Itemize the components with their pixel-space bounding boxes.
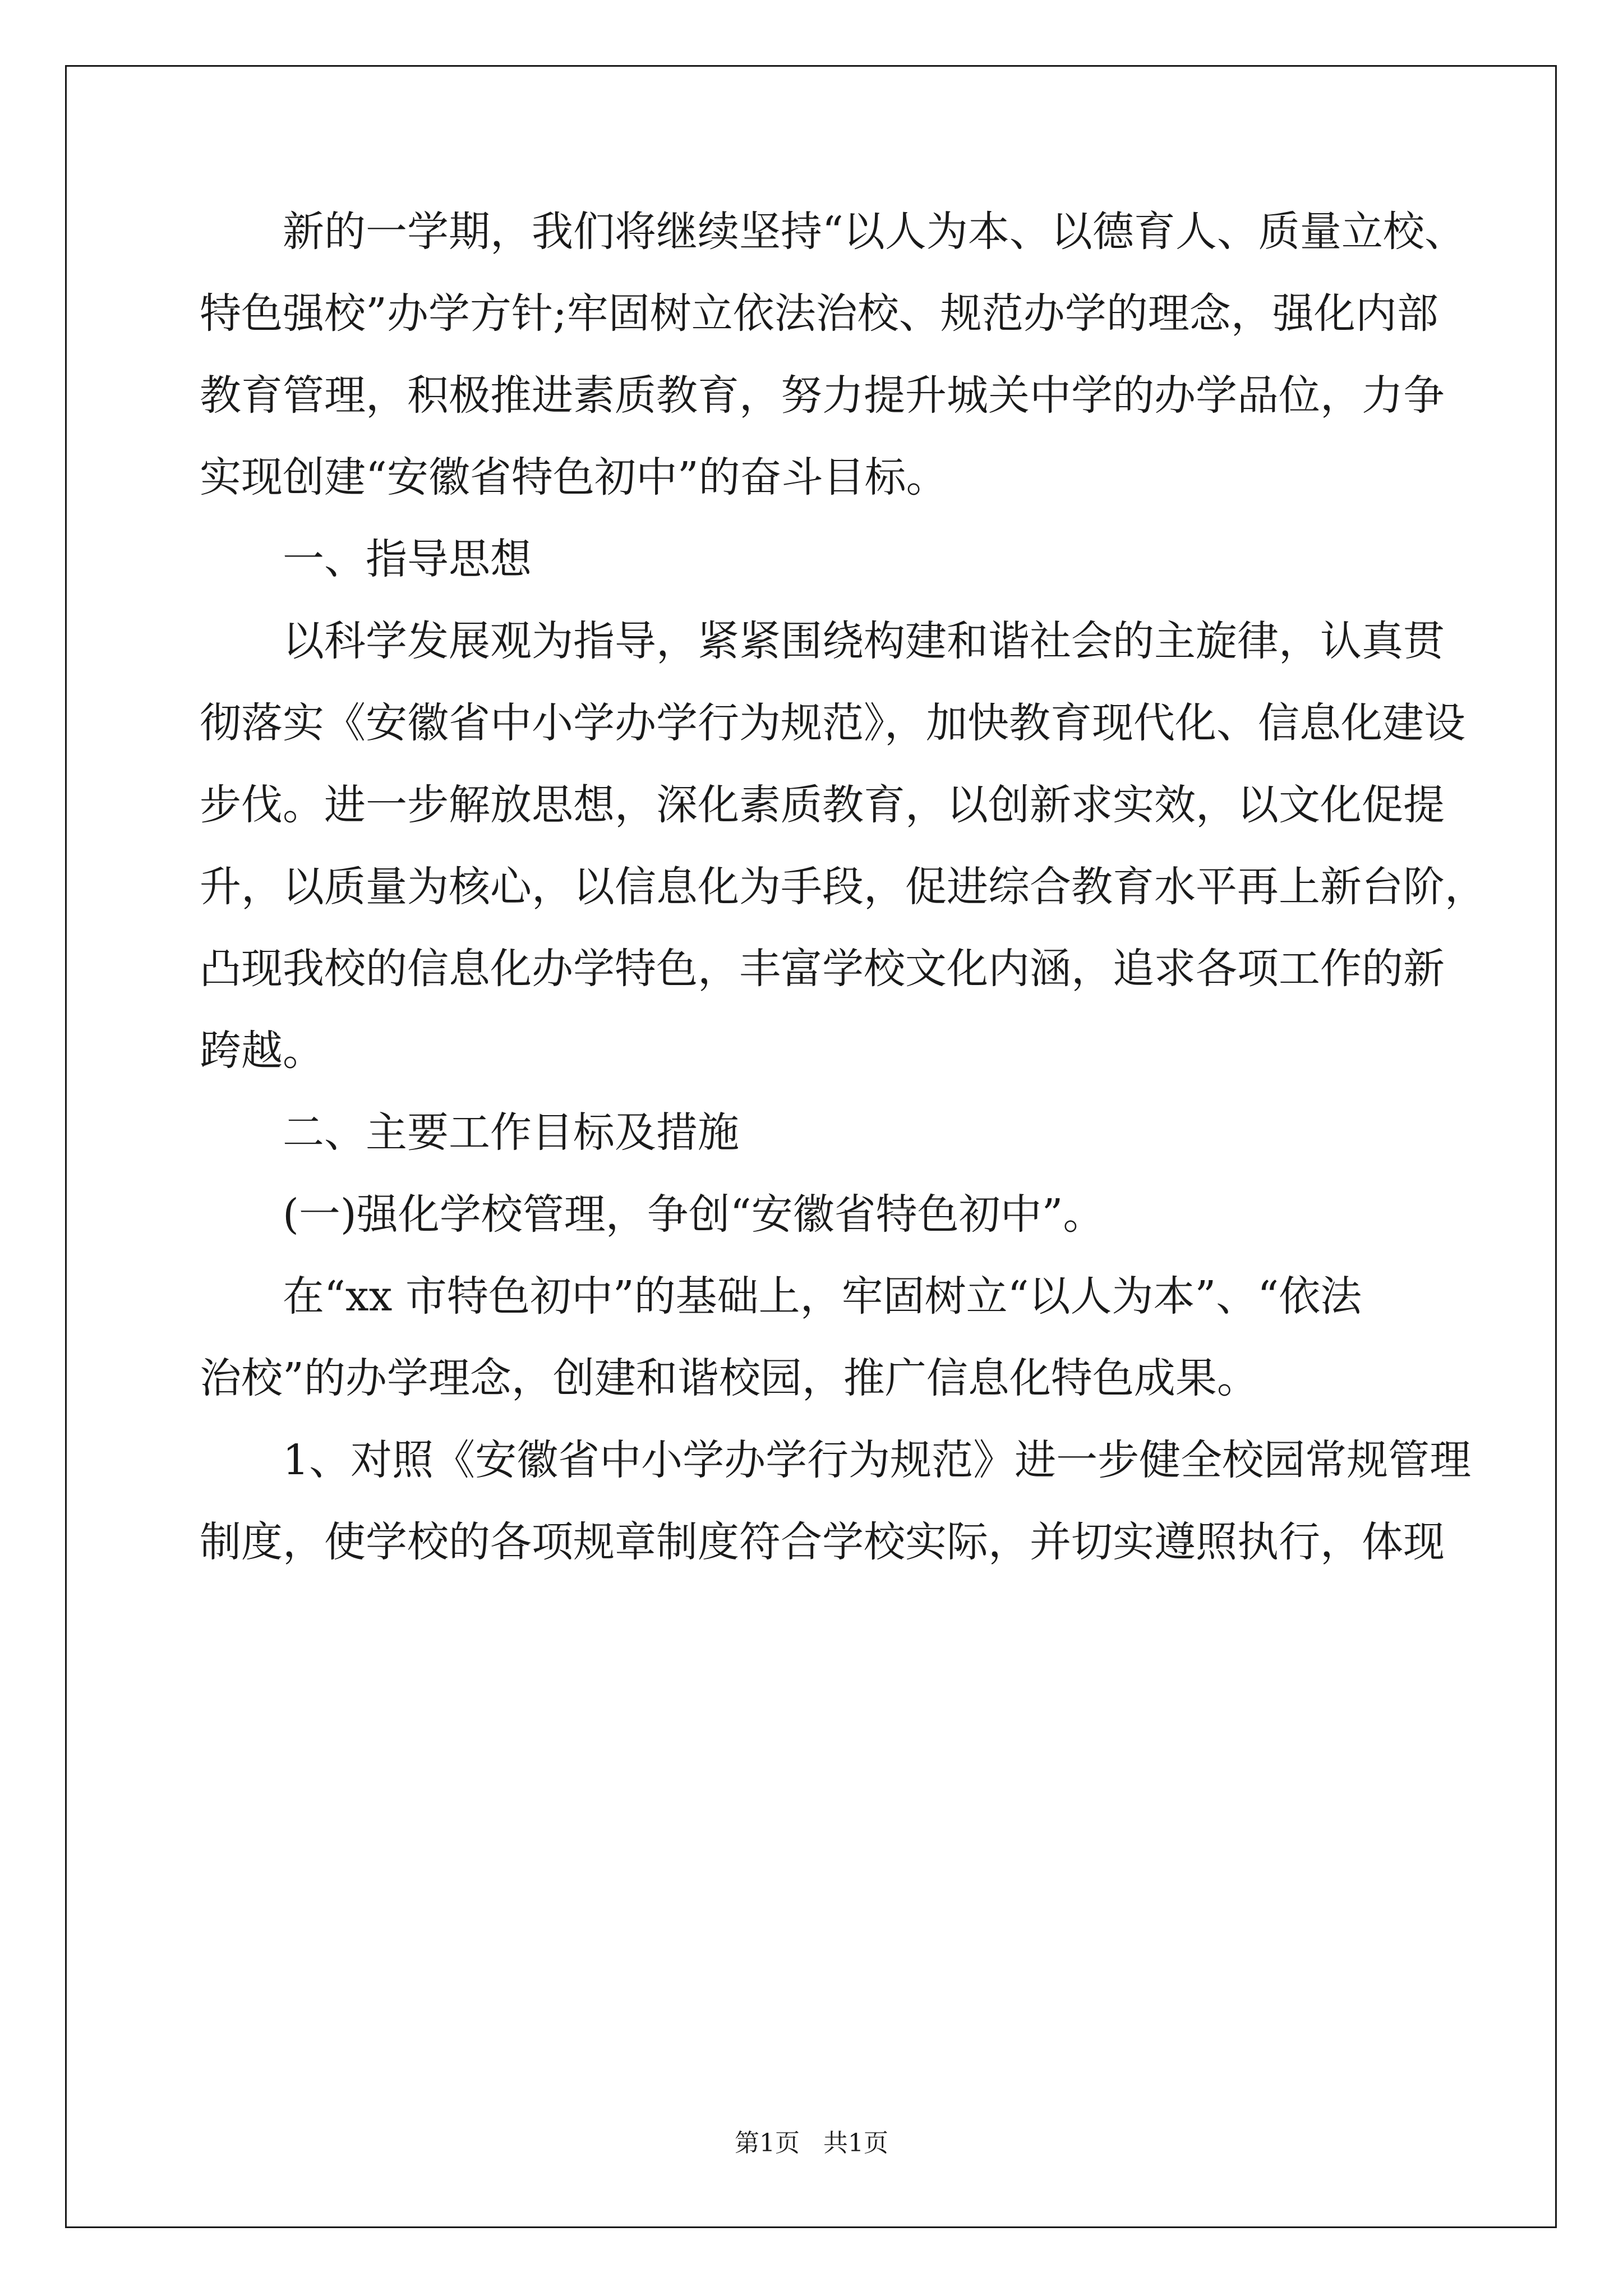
paragraph-line: 新的一学期，我们将继续坚持“以人为本、以德育人、质量立校、 [283, 208, 1466, 256]
paragraph-line: 特色强校”办学方针;牢固树立依法治校、规范办学的理念，强化内部 [200, 289, 1438, 338]
paragraph-line: 跨越。 [200, 1027, 324, 1075]
page-footer: 第1页 共1页 [735, 2129, 888, 2157]
paragraph-line: 步伐。进一步解放思想，深化素质教育，以创新求实效，以文化促提 [200, 781, 1445, 829]
paragraph-line: 以科学发展观为指导，紧紧围绕构建和谐社会的主旋律，认真贯 [283, 617, 1445, 665]
section-heading: 一、指导思想 [283, 535, 532, 583]
section-heading: 二、主要工作目标及措施 [283, 1108, 739, 1157]
subsection-heading: (一)强化学校管理，争创“安徽省特色初中”。 [283, 1190, 1105, 1239]
paragraph-line: 凸现我校的信息化办学特色，丰富学校文化内涵，追求各项工作的新 [200, 945, 1445, 993]
paragraph-line: 1、对照《安徽省中小学办学行为规范》进一步健全校园常规管理 [283, 1436, 1472, 1484]
paragraph-line: 教育管理，积极推进素质教育，努力提升城关中学的办学品位，力争 [200, 371, 1445, 420]
paragraph-line: 在“xx 市特色初中”的基础上，牢固树立“以人为本”、“依法 [283, 1272, 1362, 1320]
paragraph-line: 彻落实《安徽省中小学办学行为规范》，加快教育现代化、信息化建设 [200, 699, 1465, 747]
paragraph-line: 制度，使学校的各项规章制度符合学校实际，并切实遵照执行，体现 [200, 1518, 1445, 1566]
paragraph-line: 升，以质量为核心，以信息化为手段，促进综合教育水平再上新台阶， [200, 863, 1486, 911]
paragraph-line: 治校”的办学理念，创建和谐校园，推广信息化特色成果。 [200, 1354, 1258, 1402]
paragraph-line: 实现创建“安徽省特色初中”的奋斗目标。 [200, 453, 948, 501]
